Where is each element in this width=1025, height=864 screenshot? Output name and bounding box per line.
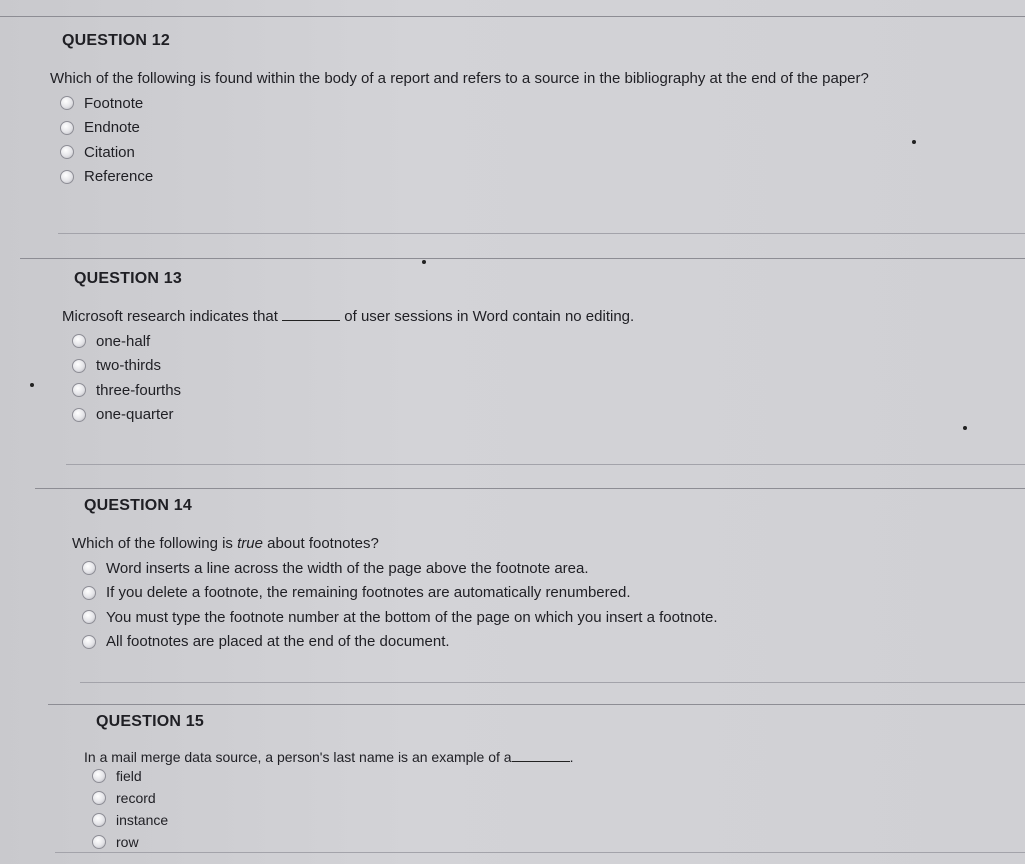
question-title: QUESTION 15 <box>96 713 205 730</box>
question-prompt <box>62 308 634 325</box>
divider <box>48 704 1025 705</box>
option-label[interactable]: row <box>116 834 139 850</box>
radio-button[interactable] <box>82 561 96 575</box>
option-label[interactable]: You must type the footnote number at the bottom of the page on which you insert a footnote. <box>106 608 718 626</box>
radio-button[interactable] <box>72 359 86 373</box>
radio-button[interactable] <box>60 170 74 184</box>
question-prompt <box>72 535 718 552</box>
screen-speck <box>30 383 34 387</box>
option-label[interactable]: field <box>116 768 142 784</box>
option-label[interactable]: instance <box>116 812 169 828</box>
radio-button[interactable] <box>92 813 106 827</box>
radio-button[interactable] <box>60 121 74 135</box>
divider <box>55 852 1025 853</box>
option-field[interactable] <box>92 765 573 787</box>
option-label[interactable]: Citation <box>84 143 135 161</box>
radio-button[interactable] <box>82 610 96 624</box>
option-type-number[interactable] <box>82 605 718 630</box>
option-label[interactable]: Endnote <box>84 119 140 137</box>
divider <box>66 464 1025 465</box>
question-prompt: Which of the following is found within the body of a report and refers to a source in the bibliography at the end of the paper? <box>50 70 869 87</box>
option-instance[interactable] <box>92 809 573 831</box>
option-record[interactable] <box>92 787 573 809</box>
answer-blank <box>512 761 570 762</box>
radio-button[interactable] <box>92 791 106 805</box>
radio-button[interactable] <box>72 408 86 422</box>
divider <box>35 488 1025 489</box>
prompt-start: Microsoft research indicates that <box>62 308 278 325</box>
radio-button[interactable] <box>92 769 106 783</box>
radio-button[interactable] <box>72 383 86 397</box>
option-label[interactable]: Word inserts a line across the width of the page above the footnote area. <box>106 559 589 577</box>
answer-options <box>92 765 573 853</box>
answer-options <box>82 556 718 654</box>
question-13 <box>62 270 634 427</box>
prompt-end: about footnotes? <box>267 535 379 552</box>
option-label[interactable]: All footnotes are placed at the end of the document. <box>106 633 450 651</box>
prompt-end: . <box>569 749 574 765</box>
divider <box>80 682 1025 683</box>
option-renumbered[interactable] <box>82 581 718 606</box>
option-label[interactable]: one-quarter <box>96 406 174 424</box>
prompt-start: Which of the following is <box>72 535 233 552</box>
option-one-half[interactable] <box>72 329 634 354</box>
option-line-across[interactable] <box>82 556 718 581</box>
prompt-start: In a mail merge data source, a person's last name is an example of a <box>84 749 512 765</box>
question-12 <box>50 32 869 189</box>
option-citation[interactable] <box>60 140 869 165</box>
option-label[interactable]: one-half <box>96 332 151 350</box>
radio-button[interactable] <box>82 635 96 649</box>
prompt-end: of user sessions in Word contain no editing. <box>344 308 635 325</box>
screen-speck <box>912 140 916 144</box>
option-two-thirds[interactable] <box>72 354 634 379</box>
radio-button[interactable] <box>92 835 106 849</box>
radio-button[interactable] <box>60 96 74 110</box>
option-label[interactable]: Reference <box>84 168 154 186</box>
option-reference[interactable] <box>60 165 869 190</box>
radio-button[interactable] <box>60 145 74 159</box>
question-14 <box>72 497 718 654</box>
option-footnote[interactable] <box>60 91 869 116</box>
screen-speck <box>963 426 967 430</box>
prompt-emphasis: true <box>237 535 263 552</box>
option-one-quarter[interactable] <box>72 403 634 428</box>
option-label[interactable]: Footnote <box>84 94 144 112</box>
question-15 <box>84 713 573 853</box>
answer-blank <box>282 320 340 321</box>
question-title: QUESTION 14 <box>84 497 193 514</box>
option-label[interactable]: record <box>116 790 156 806</box>
answer-options <box>60 91 869 189</box>
answer-options <box>72 329 634 427</box>
option-row[interactable] <box>92 831 573 853</box>
option-endnote[interactable] <box>60 116 869 141</box>
divider <box>0 16 1025 17</box>
radio-button[interactable] <box>72 334 86 348</box>
divider <box>58 233 1025 234</box>
option-label[interactable]: If you delete a footnote, the remaining footnotes are automatically renumbered. <box>106 584 631 602</box>
option-end-of-document[interactable] <box>82 630 718 655</box>
question-title: QUESTION 13 <box>74 270 183 287</box>
option-label[interactable]: two-thirds <box>96 357 162 375</box>
option-three-fourths[interactable] <box>72 378 634 403</box>
radio-button[interactable] <box>82 586 96 600</box>
divider <box>20 258 1025 259</box>
question-prompt <box>84 749 573 765</box>
question-title: QUESTION 12 <box>62 32 171 49</box>
option-label[interactable]: three-fourths <box>96 381 182 399</box>
screen-speck <box>422 260 426 264</box>
